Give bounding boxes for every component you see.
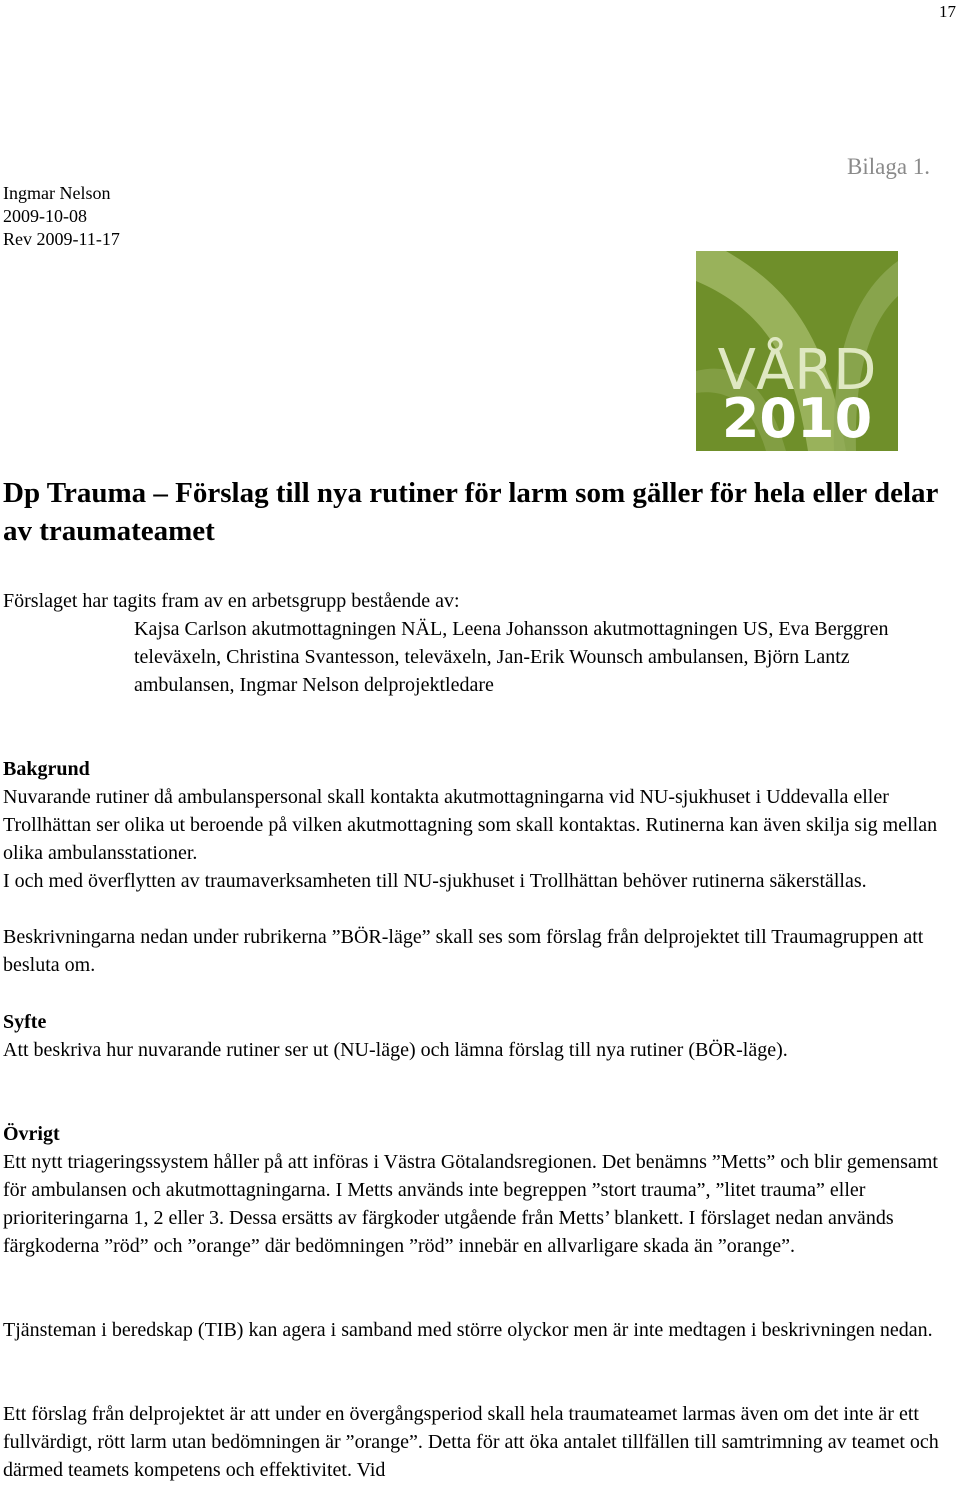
appendix-label: Bilaga 1. <box>847 154 931 179</box>
heading-ovrigt: Övrigt <box>3 1123 60 1145</box>
heading-bakgrund: Bakgrund <box>3 758 90 780</box>
bakgrund-paragraph-3: Beskrivningarna nedan under rubrikerna ”BÖR-läge” skall ses som förslag från delprojektet till Traumagruppen att besluta om. <box>3 926 924 976</box>
date: 2009-10-08 <box>3 206 87 226</box>
author: Ingmar Nelson <box>3 183 111 203</box>
page-number: 17 <box>939 2 956 21</box>
vard-2010-logo <box>696 251 898 451</box>
bakgrund-paragraph-2: I och med överflytten av traumaverksamheten till NU-sjukhuset i Trollhättan behöver rutinerna säkerställas. <box>3 870 867 892</box>
intro-lead: Förslaget har tagits fram av en arbetsgrupp bestående av: <box>3 590 460 612</box>
working-group-members: Kajsa Carlson akutmottagningen NÄL, Leena Johansson akutmottagningen US, Eva Berggren televäxeln, Christina Svantesson, televäxeln, Jan-Erik Wounsch ambulansen, Björn Lantz ambulansen, Ingmar Nelson delprojektledare <box>134 618 889 696</box>
syfte-paragraph: Att beskriva hur nuvarande rutiner ser ut (NU-läge) och lämna förslag till nya rutiner (BÖR-läge). <box>3 1039 788 1061</box>
logo-text-bottom: 2010 <box>721 387 873 450</box>
revision: Rev 2009-11-17 <box>3 229 120 249</box>
ovrigt-paragraph-1: Ett nytt triageringssystem håller på att införas i Västra Götalandsregionen. Det benämns ”Metts” och blir gemensamt för ambulansen och akutmottagningarna. I Metts används inte begreppen ”stort trauma”, ”litet trauma” eller prioriteringarna 1, 2 eller 3. Dessa ersätts av färgkoder utgående från Metts’ blankett. I förslaget nedan används färgkoderna ”röd” och ”orange” där bedömningen ”röd” innebär en allvarligare skada än ”orange”. <box>3 1151 938 1257</box>
logo-text-top: VÅRD <box>717 338 877 403</box>
logo-graphic <box>696 251 898 451</box>
document-title: Dp Trauma – Förslag till nya rutiner för larm som gäller för hela eller delar av traumateamet <box>3 477 938 547</box>
ovrigt-paragraph-2: Tjänsteman i beredskap (TIB) kan agera i samband med större olyckor men är inte medtagen i beskrivningen nedan. <box>3 1319 933 1341</box>
ovrigt-paragraph-3: Ett förslag från delprojektet är att under en övergångsperiod skall hela traumateamet larmas även om det inte är ett fullvärdigt, rött larm utan bedömningen är ”orange”. Detta för att öka antalet tillfällen till samtrimning av teamet och därmed teamets kompetens och effektivitet. Vid <box>3 1403 939 1481</box>
bakgrund-paragraph-1: Nuvarande rutiner då ambulanspersonal skall kontakta akutmottagningarna vid NU-sjukhuset i Uddevalla eller Trollhättan ser olika ut beroende på vilken akutmottagning som skall kontaktas. Rutinerna kan även skilja sig mellan olika ambulansstationer. <box>3 786 938 864</box>
document-meta <box>3 182 120 251</box>
heading-syfte: Syfte <box>3 1011 47 1033</box>
